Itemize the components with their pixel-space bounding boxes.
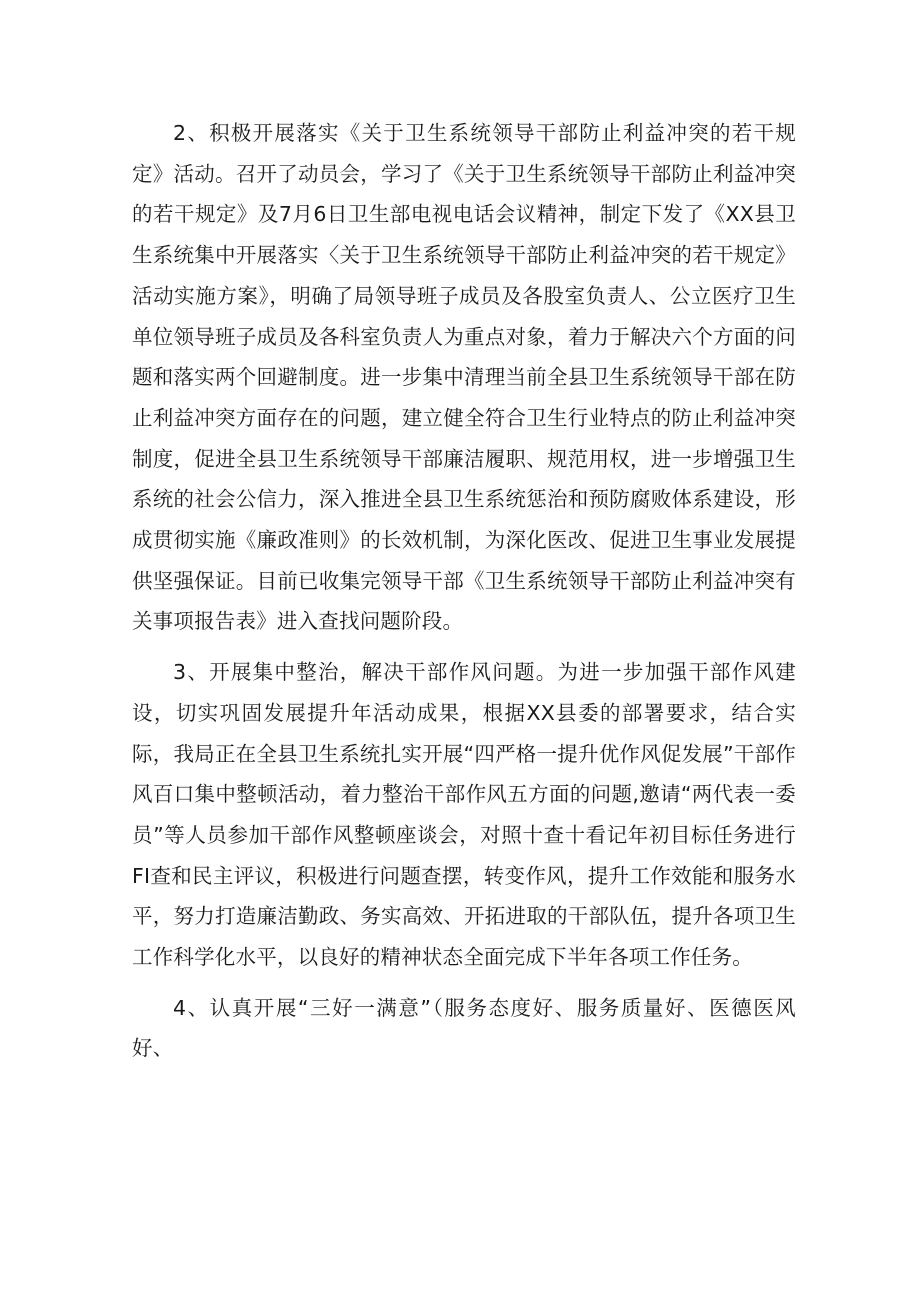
paragraph-item-4: 4、认真开展“三好一满意”（服务态度好、服务质量好、医德医风好、 xyxy=(132,995,796,1061)
document-body xyxy=(132,113,796,1069)
paragraph-item-3: 3、开展集中整治，解决干部作风问题。为进一步加强干部作风建设，切实巩固发展提升年活动成果，根据XX县委的部署要求，结合实际，我局正在全县卫生系统扎实开展“四严格一提升优作风促发展”干部作风百口集中整顿活动，着力整治干部作风五方面的问题,邀请“两代表一委员”等人员参加干部作风整顿座谈会，对照十查十看记年初目标任务进行FI查和民主评议，积极进行问题查摆，转变作风，提升工作效能和服务水平，努力打造廉洁勤政、务实高效、开拓进取的干部队伍，提升各项卫生工作科学化水平，以良好的精神状态全面完成下半年各项工作任务。 xyxy=(132,660,796,970)
paragraph-item-2: 2、积极开展落实《关于卫生系统领导干部防止利益冲突的若干规定》活动。召开了动员会，学习了《关于卫生系统领导干部防止利益冲突的若干规定》及7月6日卫生部电视电话会议精神，制定下发了《XX县卫生系统集中开展落实〈关于卫生系统领导干部防止利益冲突的若干规定》活动实施方案》，明确了局领导班子成员及各股室负责人、公立医疗卫生单位领导班子成员及各科室负责人为重点对象，着力于解决六个方面的问题和落实两个回避制度。进一步集中清理当前全县卫生系统领导干部在防止利益冲突方面存在的问题，建立健全符合卫生行业特点的防止利益冲突制度，促进全县卫生系统领导干部廉洁履职、规范用权，进一步增强卫生系统的社会公信力，深入推进全县卫生系统惩治和预防腐败体系建设，形成贯彻实施《廉政准则》的长效机制，为深化医改、促进卫生事业发展提供坚强保证。目前已收集完领导干部《卫生系统领导干部防止利益冲突有关事项报告表》进入查找问题阶段。 xyxy=(132,121,796,634)
